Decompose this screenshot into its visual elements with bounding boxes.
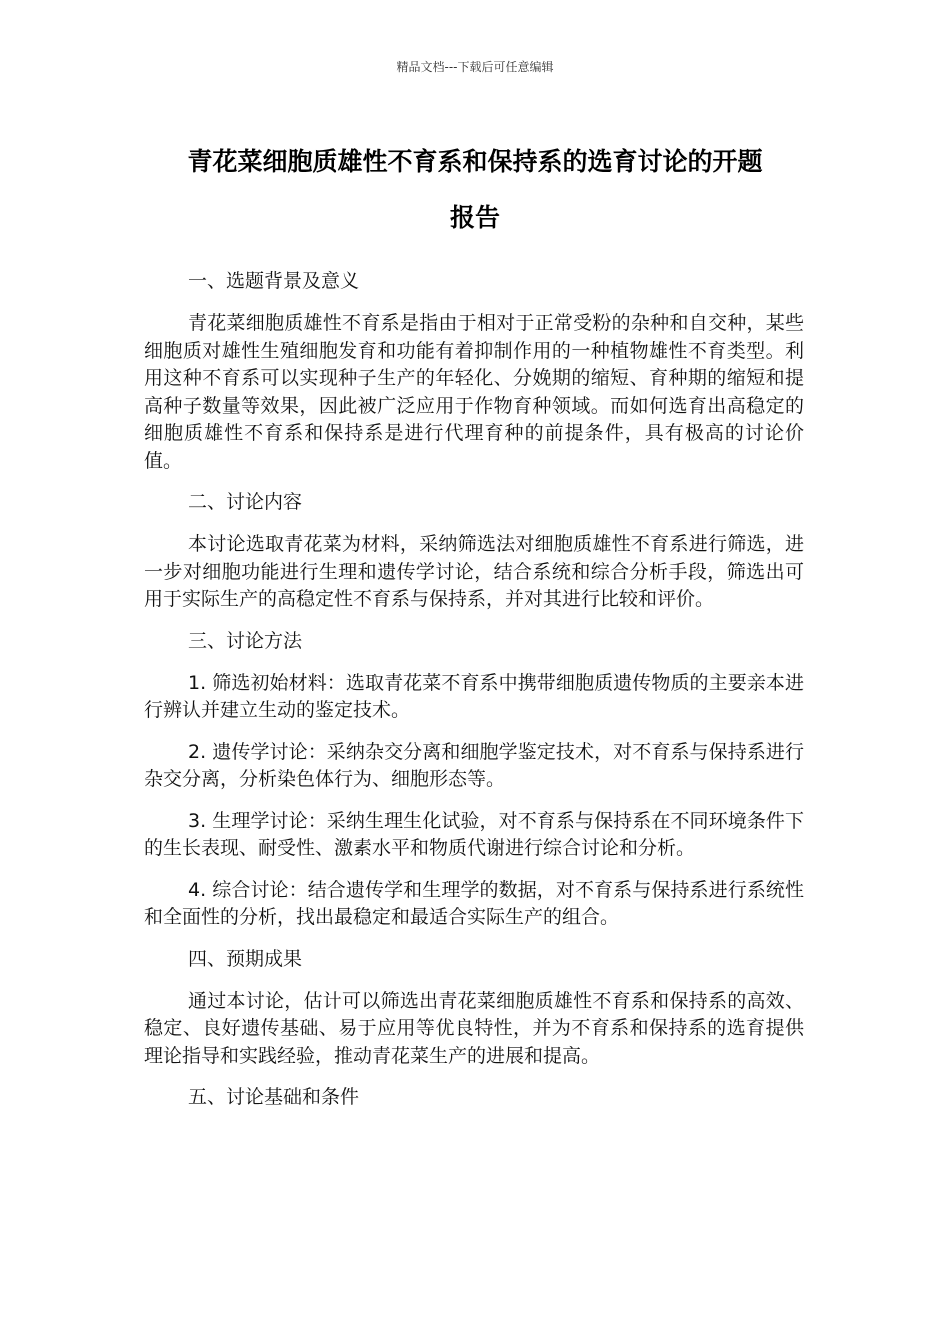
section-paragraph-content: 本讨论选取青花菜为材料，采纳筛选法对细胞质雄性不育系进行筛选，进一步对细胞功能进行生理和遗传学讨论，结合系统和综合分析手段，筛选出可用于实际生产的高稳定性不育系与保持系，并对其进行比较和评价。: [144, 533, 804, 610]
section-heading-methods: 三、讨论方法: [188, 629, 303, 652]
document-title: [140, 134, 810, 246]
section-heading-foundation: 五、讨论基础和条件: [188, 1086, 360, 1108]
section-paragraph-expected-results: 通过本讨论，估计可以筛选出青花菜细胞质雄性不育系和保持系的高效、稳定、良好遗传基础、易于应用等优良特性，并为不育系和保持系的选育提供理论指导和实践经验，推动青花菜生产的进展和提高。: [144, 989, 804, 1067]
document-body: [144, 268, 804, 1126]
title-line-1: 青花菜细胞质雄性不育系和保持系的选育讨论的开题: [187, 147, 763, 176]
section-heading-content: 二、讨论内容: [188, 491, 303, 513]
title-line-2: 报告: [449, 203, 500, 232]
method-item-2: 2. 遗传学讨论：采纳杂交分离和细胞学鉴定技术，对不育系与保持系进行杂交分离，分析染色体行为、细胞形态等。: [144, 740, 804, 790]
method-item-1: 1. 筛选初始材料：选取青花菜不育系中携带细胞质遗传物质的主要亲本进行辨认并建立生动的鉴定技术。: [144, 671, 804, 721]
method-item-3: 3. 生理学讨论：采纳生理生化试验，对不育系与保持系在不同环境条件下的生长表现、耐受性、激素水平和物质代谢进行综合讨论和分析。: [144, 809, 804, 859]
section-heading-expected-results: 四、预期成果: [188, 947, 303, 970]
method-item-4: 4. 综合讨论：结合遗传学和生理学的数据，对不育系与保持系进行系统性和全面性的分析，找出最稳定和最适合实际生产的组合。: [144, 878, 804, 928]
section-paragraph-background: 青花菜细胞质雄性不育系是指由于相对于正常受粉的杂种和自交种，某些细胞质对雄性生殖细胞发育和功能有着抑制作用的一种植物雄性不育类型。利用这种不育系可以实现种子生产的年轻化、分娩期的缩短、育种期的缩短和提高种子数量等效果，因此被广泛应用于作物育种领域。而如何选育出高稳定的细胞质雄性不育系和保持系是进行代理育种的前提条件，具有极高的讨论价值。: [144, 312, 804, 472]
section-heading-background: 一、选题背景及意义: [188, 270, 360, 292]
header-note: 精品文档---下载后可任意编辑: [396, 60, 554, 74]
